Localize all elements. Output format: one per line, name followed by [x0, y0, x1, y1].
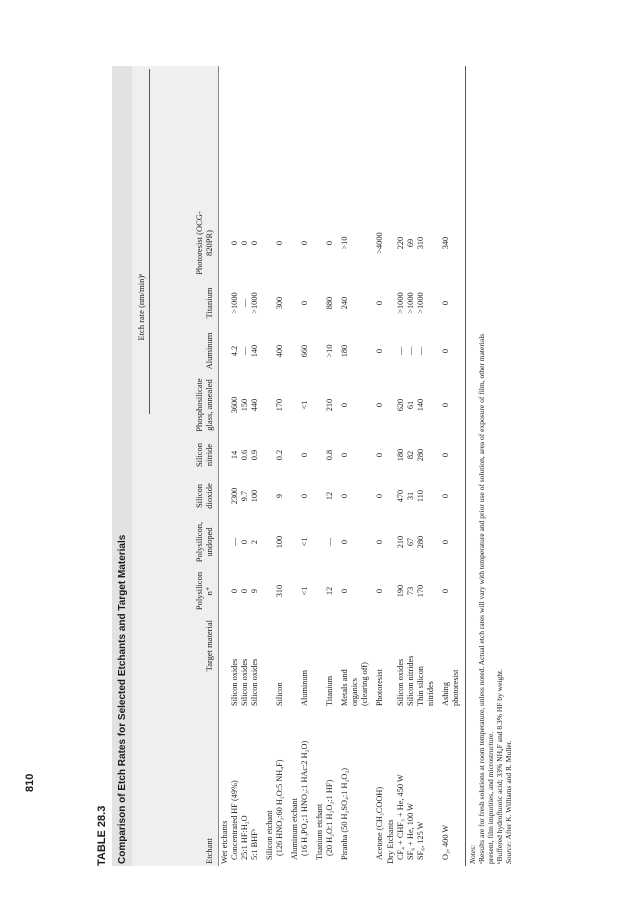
column-header: Silicon nitride — [194, 442, 214, 468]
table-bottom-rule — [465, 66, 466, 866]
table-header — [132, 66, 219, 866]
table-row — [441, 66, 451, 866]
value-cell: — — [406, 346, 415, 356]
column-header: Polysilicon, undoped — [194, 521, 214, 563]
etchant-cell: Piranha (50 H₂SO₄:1 H₂O₂) — [340, 768, 349, 860]
table-title: Comparison of Etch Rates for Selected Etchants and Target Materials — [116, 534, 128, 864]
target-cell: Ashing — [441, 682, 450, 706]
etchant-cell: (16 H₃PO₄:1 HNO₃:1 HAc:2 H₂O) — [300, 740, 309, 856]
value-cell: 100 — [275, 535, 284, 549]
target-cell: Titanium — [325, 675, 334, 706]
value-cell: 0 — [300, 240, 309, 246]
column-header: Silicon dioxide — [194, 483, 214, 509]
table-row — [396, 66, 406, 866]
table-row — [240, 66, 250, 866]
value-cell: 0 — [375, 452, 384, 458]
value-cell: 0 — [230, 588, 239, 594]
value-cell: 0 — [340, 402, 349, 408]
value-cell: >10 — [325, 344, 334, 358]
value-cell: 2 — [250, 539, 259, 545]
value-cell: 0 — [441, 348, 450, 354]
table-row — [375, 66, 385, 866]
value-cell: — — [325, 537, 334, 547]
table-row — [315, 66, 325, 866]
value-cell: 0 — [230, 240, 239, 246]
value-cell: >1000 — [416, 292, 425, 314]
table-row — [300, 66, 310, 866]
target-cell: Thin silicon — [416, 666, 425, 706]
column-header: Phosphosilicate glass, annealed — [194, 378, 214, 432]
value-cell: 0 — [340, 588, 349, 594]
value-cell: 470 — [396, 489, 405, 503]
table-row — [416, 66, 426, 866]
value-cell: 12 — [325, 491, 334, 501]
table-row — [230, 66, 240, 866]
note-a: ᵃResults are for fresh solutions at room temperature, unless noted. Actual etch rates will vary with temperature and prior use of solution, area of exposure of film, other materials — [477, 333, 486, 864]
value-cell: 3600 — [230, 396, 239, 414]
value-cell: 310 — [416, 236, 425, 250]
value-cell: 210 — [396, 535, 405, 549]
notes-label: Notes: — [468, 844, 477, 864]
value-cell: 2300 — [230, 487, 239, 505]
column-header: Polysilicon n⁺ — [194, 571, 214, 611]
note-a-cont: present, film impurities, and microstructure. — [486, 731, 495, 864]
value-cell: 210 — [325, 398, 334, 412]
value-cell: 0 — [375, 300, 384, 306]
value-cell: — — [416, 346, 425, 356]
value-cell: 0.8 — [325, 449, 334, 461]
table-title-bar — [112, 66, 132, 866]
etchant-cell: (126 HNO₃:60 H₂O:5 NH₄F) — [275, 759, 284, 856]
value-cell: 140 — [416, 398, 425, 412]
value-cell: 0 — [441, 493, 450, 499]
table-row — [275, 66, 285, 866]
value-cell: 0 — [240, 539, 249, 545]
table-row — [325, 66, 335, 866]
value-cell: 310 — [275, 584, 284, 598]
value-cell: 0 — [325, 240, 334, 246]
value-cell: 620 — [396, 398, 405, 412]
value-cell: 0 — [340, 452, 349, 458]
table-row — [451, 66, 461, 866]
section-heading: Wet etchants — [219, 820, 229, 864]
value-cell: 82 — [406, 450, 415, 460]
table-row — [290, 66, 300, 866]
etchant-cell: Concentrated HF (49%) — [230, 780, 239, 860]
table-row — [340, 66, 350, 866]
value-cell: 110 — [416, 489, 425, 503]
value-cell: 0 — [375, 402, 384, 408]
value-cell: 180 — [340, 344, 349, 358]
column-header: Titanium — [204, 287, 214, 319]
value-cell: 0 — [375, 588, 384, 594]
header-target: Target material — [204, 620, 214, 672]
value-cell: 150 — [240, 398, 249, 412]
value-cell: 170 — [275, 398, 284, 412]
value-cell: 280 — [416, 535, 425, 549]
value-cell: 400 — [275, 344, 284, 358]
value-cell: >1000 — [250, 292, 259, 314]
value-cell: — — [240, 298, 249, 308]
value-cell: 190 — [396, 584, 405, 598]
value-cell: 0.2 — [275, 449, 284, 461]
value-cell: 0 — [441, 300, 450, 306]
table-row — [406, 66, 416, 866]
table-row — [426, 66, 436, 866]
value-cell: 9.7 — [240, 490, 249, 502]
value-cell: >10 — [340, 236, 349, 250]
value-cell: 0 — [441, 539, 450, 545]
value-cell: >4000 — [375, 232, 384, 254]
source-text: After K. Williams and R. Muller. — [504, 740, 513, 840]
value-cell: 0 — [250, 240, 259, 246]
value-cell: <1 — [300, 586, 309, 596]
value-cell: 660 — [300, 344, 309, 358]
value-cell: 31 — [406, 491, 415, 501]
etchant-cell: SF₆, 125 W — [416, 821, 425, 860]
value-cell: 0 — [300, 493, 309, 499]
value-cell: 0.9 — [250, 449, 259, 461]
value-cell: 0 — [340, 539, 349, 545]
value-cell: — — [230, 537, 239, 547]
target-cell: Silicon oxides — [240, 658, 249, 706]
value-cell: — — [240, 346, 249, 356]
table-row — [250, 66, 260, 866]
etchant-cell: 25:1 HF:H₂O — [240, 815, 249, 860]
header-etchant: Etchant — [204, 838, 214, 864]
value-cell: 0 — [441, 402, 450, 408]
value-cell: 67 — [406, 537, 415, 547]
value-cell: 69 — [406, 238, 415, 248]
target-cell: Silicon oxides — [250, 658, 259, 706]
value-cell: 4.2 — [230, 345, 239, 357]
value-cell: 0 — [340, 493, 349, 499]
value-cell: 9 — [275, 493, 284, 499]
etchant-cell: SF₆ + He, 100 W — [406, 803, 415, 860]
value-cell: 340 — [441, 236, 450, 250]
value-cell: 0.6 — [240, 449, 249, 461]
etch-rate-group-label: Etch rate (nm/min)ᵃ — [136, 273, 146, 341]
value-cell: 9 — [250, 588, 259, 594]
source-label: Source: — [504, 840, 513, 864]
target-cell: Silicon — [275, 682, 284, 706]
value-cell: 12 — [325, 586, 334, 596]
value-cell: 880 — [325, 296, 334, 310]
etchant-cell: (20 H₂O:1 H₂O₂:1 HF) — [325, 779, 334, 856]
value-cell: 300 — [275, 296, 284, 310]
value-cell: 0 — [375, 348, 384, 354]
value-cell: 0 — [441, 588, 450, 594]
table-notes — [468, 104, 513, 866]
value-cell: <1 — [300, 537, 309, 547]
target-cell: photoresist — [451, 669, 460, 706]
value-cell: 0 — [300, 452, 309, 458]
value-cell: 73 — [406, 586, 415, 596]
value-cell: 0 — [275, 240, 284, 246]
value-cell: — — [396, 346, 405, 356]
table-row — [265, 66, 275, 866]
target-cell: Silicon oxides — [396, 658, 405, 706]
etchant-cell: O₂, 400 W — [441, 824, 450, 860]
value-cell: 0 — [441, 452, 450, 458]
etchant-cell: CF₄ + CHF₃ + He, 450 W — [396, 774, 405, 860]
table-number: TABLE 28.3 — [96, 805, 108, 866]
group-rule — [149, 69, 150, 414]
column-header: Aluminum — [204, 332, 214, 370]
value-cell: 61 — [406, 400, 415, 410]
target-cell: Aluminum — [300, 670, 309, 706]
value-cell: 0 — [240, 588, 249, 594]
table-body — [219, 66, 461, 866]
target-cell: Photoresist — [375, 669, 384, 706]
value-cell: 440 — [250, 398, 259, 412]
rotated-table-page — [96, 66, 556, 866]
value-cell: 100 — [250, 489, 259, 503]
value-cell: 0 — [300, 300, 309, 306]
value-cell: 0 — [375, 539, 384, 545]
etchant-cell: Titanium etchant — [315, 803, 324, 860]
section-heading: Dry Etchants — [385, 819, 395, 864]
value-cell: 140 — [250, 344, 259, 358]
table-row — [350, 66, 360, 866]
page-number: 810 — [24, 773, 36, 792]
value-cell: >1000 — [406, 292, 415, 314]
table-row — [360, 66, 370, 866]
value-cell: 220 — [396, 236, 405, 250]
value-cell: 280 — [416, 448, 425, 462]
value-cell: 180 — [396, 448, 405, 462]
value-cell: >1000 — [230, 292, 239, 314]
value-cell: 0 — [375, 493, 384, 499]
target-cell: Silicon nitrides — [406, 655, 415, 706]
target-cell: organics — [350, 678, 359, 706]
value-cell: 170 — [416, 584, 425, 598]
etchant-cell: Acetone (CH₃COOH) — [375, 786, 384, 860]
target-cell: nitrides — [426, 681, 435, 706]
value-cell: 14 — [230, 450, 239, 460]
value-cell: <1 — [300, 400, 309, 410]
target-cell: Silicon oxides — [230, 658, 239, 706]
value-cell: >1000 — [396, 292, 405, 314]
etchant-cell: Silicon etchant — [265, 810, 274, 860]
target-cell: (clearing off) — [360, 662, 369, 706]
value-cell: 0 — [240, 240, 249, 246]
target-cell: Metals and — [340, 669, 349, 706]
column-header: Photoresist (OCG-820PR) — [194, 211, 214, 275]
etchant-cell: 5:1 BHFᵇ — [250, 828, 259, 860]
value-cell: 240 — [340, 296, 349, 310]
etchant-cell: Aluminum etchant — [290, 798, 299, 860]
note-b: ᵇBuffered hydrofluoric acid; 33% NH₄F and 8.3% HF by weight. — [495, 669, 504, 864]
